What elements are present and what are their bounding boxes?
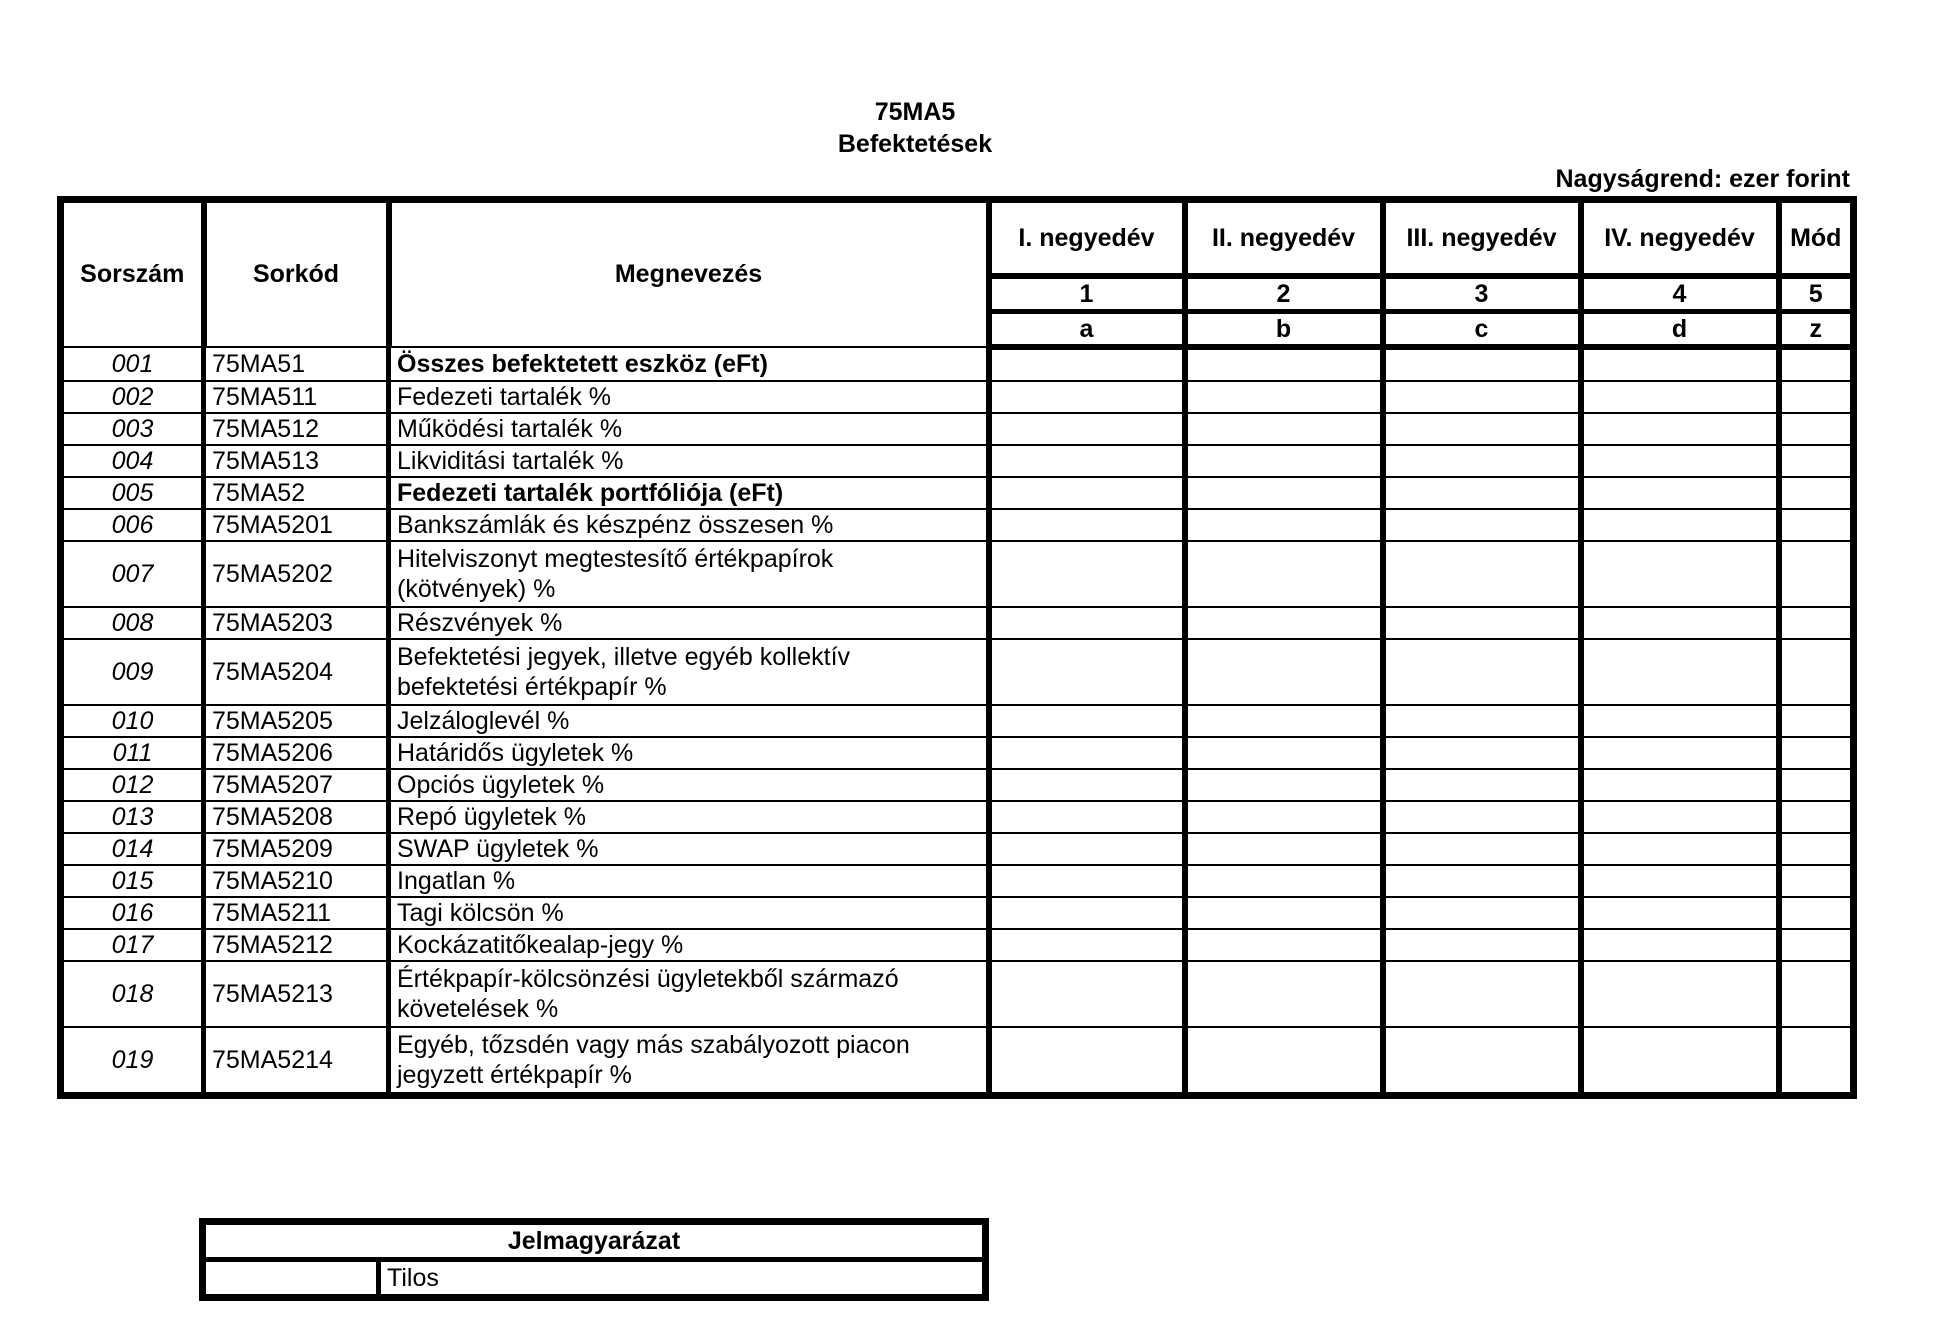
- value-cell-col-5[interactable]: [1779, 737, 1854, 769]
- value-cell-col-4[interactable]: [1581, 607, 1779, 639]
- row-sorszam: 007: [61, 541, 204, 607]
- value-cell-col-2[interactable]: [1185, 639, 1383, 705]
- value-cell-col-4[interactable]: [1581, 833, 1779, 865]
- value-cell-col-4[interactable]: [1581, 509, 1779, 541]
- row-megnevezes-line: jegyzett értékpapír %: [397, 1061, 632, 1089]
- row-sorkod: 75MA5203: [204, 607, 389, 639]
- header-letter-4: d: [1581, 312, 1779, 348]
- row-megnevezes-line: követelések %: [397, 995, 559, 1023]
- value-cell-col-1[interactable]: [989, 413, 1185, 445]
- value-cell-col-4[interactable]: [1581, 347, 1779, 381]
- value-cell-col-2[interactable]: [1185, 381, 1383, 413]
- row-megnevezes: Bankszámlák és készpénz összesen %: [389, 509, 989, 541]
- header-num-5: 5: [1779, 276, 1854, 312]
- value-cell-col-3[interactable]: [1383, 347, 1581, 381]
- value-cell-col-2[interactable]: [1185, 347, 1383, 381]
- row-sorszam: 017: [61, 929, 204, 961]
- value-cell-col-5[interactable]: [1779, 769, 1854, 801]
- value-cell-col-3[interactable]: [1383, 929, 1581, 961]
- row-megnevezes: SWAP ügyletek %: [389, 833, 989, 865]
- value-cell-col-2[interactable]: [1185, 705, 1383, 737]
- row-sorszam: 006: [61, 509, 204, 541]
- value-cell-col-4[interactable]: [1581, 897, 1779, 929]
- value-cell-col-2[interactable]: [1185, 769, 1383, 801]
- value-cell-col-2[interactable]: [1185, 801, 1383, 833]
- row-megnevezes: [389, 639, 989, 705]
- value-cell-col-5[interactable]: [1779, 705, 1854, 737]
- value-cell-col-5[interactable]: [1779, 413, 1854, 445]
- header-num-2: 2: [1185, 276, 1383, 312]
- legend-title: Jelmagyarázat: [203, 1222, 986, 1260]
- value-cell-col-5[interactable]: [1779, 1027, 1854, 1096]
- row-megnevezes: Összes befektetett eszköz (eFt): [389, 347, 989, 381]
- row-sorkod: 75MA5214: [204, 1027, 389, 1096]
- row-sorkod: 75MA511: [204, 381, 389, 413]
- value-cell-col-5[interactable]: [1779, 833, 1854, 865]
- row-megnevezes-line: Értékpapír-kölcsönzési ügyletekből származó: [397, 965, 899, 993]
- row-sorszam: 002: [61, 381, 204, 413]
- value-cell-col-2[interactable]: [1185, 477, 1383, 509]
- header-megnevezes: Megnevezés: [389, 200, 989, 348]
- table-row: [61, 897, 1854, 929]
- value-cell-col-3[interactable]: [1383, 413, 1581, 445]
- row-sorszam: 019: [61, 1027, 204, 1096]
- row-sorszam: 011: [61, 737, 204, 769]
- row-megnevezes: Ingatlan %: [389, 865, 989, 897]
- value-cell-col-3[interactable]: [1383, 509, 1581, 541]
- value-cell-col-3[interactable]: [1383, 801, 1581, 833]
- value-cell-col-4[interactable]: [1581, 477, 1779, 509]
- row-sorkod: 75MA5205: [204, 705, 389, 737]
- row-sorkod: 75MA512: [204, 413, 389, 445]
- value-cell-col-2[interactable]: [1185, 607, 1383, 639]
- legend-item-label: Tilos: [379, 1260, 986, 1298]
- value-cell-col-3[interactable]: [1383, 737, 1581, 769]
- row-sorszam: 009: [61, 639, 204, 705]
- row-megnevezes-line: (kötvények) %: [397, 575, 556, 603]
- table-row: [61, 769, 1854, 801]
- value-cell-col-4[interactable]: [1581, 413, 1779, 445]
- header-letter-2: b: [1185, 312, 1383, 348]
- row-megnevezes: Repó ügyletek %: [389, 801, 989, 833]
- table-row: [61, 929, 1854, 961]
- value-cell-col-4[interactable]: [1581, 445, 1779, 477]
- value-cell-col-1[interactable]: [989, 509, 1185, 541]
- row-sorkod: 75MA5213: [204, 961, 389, 1027]
- row-sorszam: 012: [61, 769, 204, 801]
- row-sorkod: 75MA5210: [204, 865, 389, 897]
- value-cell-col-1[interactable]: [989, 381, 1185, 413]
- row-sorkod: 75MA51: [204, 347, 389, 381]
- unit-label: Nagyságrend: ezer forint: [1555, 165, 1850, 193]
- row-sorkod: 75MA5206: [204, 737, 389, 769]
- value-cell-col-2[interactable]: [1185, 833, 1383, 865]
- header-col-1: I. negyedév: [989, 200, 1185, 277]
- value-cell-col-2[interactable]: [1185, 897, 1383, 929]
- value-cell-col-5[interactable]: [1779, 477, 1854, 509]
- row-sorkod: 75MA5208: [204, 801, 389, 833]
- value-cell-col-3[interactable]: [1383, 445, 1581, 477]
- row-sorszam: 003: [61, 413, 204, 445]
- row-megnevezes: Tagi kölcsön %: [389, 897, 989, 929]
- row-megnevezes-line: Hitelviszonyt megtestesítő értékpapírok: [397, 545, 834, 573]
- table-row: [61, 607, 1854, 639]
- row-megnevezes: Kockázatitőkealap-jegy %: [389, 929, 989, 961]
- value-cell-col-2[interactable]: [1185, 737, 1383, 769]
- row-megnevezes: Opciós ügyletek %: [389, 769, 989, 801]
- row-megnevezes: Működési tartalék %: [389, 413, 989, 445]
- report-name: Befektetések: [837, 130, 993, 158]
- value-cell-col-3[interactable]: [1383, 705, 1581, 737]
- row-megnevezes: Határidős ügyletek %: [389, 737, 989, 769]
- row-sorszam: 008: [61, 607, 204, 639]
- table-row: [61, 381, 1854, 413]
- row-sorszam: 005: [61, 477, 204, 509]
- value-cell-col-2[interactable]: [1185, 541, 1383, 607]
- value-cell-col-1[interactable]: [989, 477, 1185, 509]
- value-cell-col-5[interactable]: [1779, 509, 1854, 541]
- value-cell-col-2[interactable]: [1185, 961, 1383, 1027]
- value-cell-col-1[interactable]: [989, 769, 1185, 801]
- value-cell-col-5[interactable]: [1779, 445, 1854, 477]
- header-col-5: Mód: [1779, 200, 1854, 277]
- header-letter-5: z: [1779, 312, 1854, 348]
- row-sorszam: 016: [61, 897, 204, 929]
- value-cell-col-3[interactable]: [1383, 961, 1581, 1027]
- value-cell-col-2[interactable]: [1185, 509, 1383, 541]
- row-megnevezes: [389, 961, 989, 1027]
- row-megnevezes: Fedezeti tartalék %: [389, 381, 989, 413]
- row-sorkod: 75MA513: [204, 445, 389, 477]
- row-megnevezes: [389, 1027, 989, 1096]
- row-sorszam: 001: [61, 347, 204, 381]
- value-cell-col-2[interactable]: [1185, 413, 1383, 445]
- value-cell-col-1[interactable]: [989, 737, 1185, 769]
- table-row: [61, 509, 1854, 541]
- value-cell-col-2[interactable]: [1185, 929, 1383, 961]
- value-cell-col-5[interactable]: [1779, 961, 1854, 1027]
- value-cell-col-4[interactable]: [1581, 705, 1779, 737]
- table-row: [61, 833, 1854, 865]
- value-cell-col-3[interactable]: [1383, 541, 1581, 607]
- value-cell-col-2[interactable]: [1185, 1027, 1383, 1096]
- value-cell-col-3[interactable]: [1383, 769, 1581, 801]
- value-cell-col-4[interactable]: [1581, 769, 1779, 801]
- value-cell-col-2[interactable]: [1185, 445, 1383, 477]
- value-cell-col-2[interactable]: [1185, 865, 1383, 897]
- table-row: [61, 413, 1854, 445]
- value-cell-col-1[interactable]: [989, 1027, 1185, 1096]
- value-cell-col-4[interactable]: [1581, 381, 1779, 413]
- row-sorszam: 013: [61, 801, 204, 833]
- value-cell-col-3[interactable]: [1383, 607, 1581, 639]
- value-cell-col-1[interactable]: [989, 801, 1185, 833]
- value-cell-col-5[interactable]: [1779, 607, 1854, 639]
- value-cell-col-1[interactable]: [989, 865, 1185, 897]
- row-megnevezes: Részvények %: [389, 607, 989, 639]
- table-body: [61, 347, 1854, 1096]
- table-row: [61, 541, 1854, 607]
- row-sorszam: 015: [61, 865, 204, 897]
- row-sorkod: 75MA5204: [204, 639, 389, 705]
- header-num-1: 1: [989, 276, 1185, 312]
- investments-table: [57, 196, 1857, 1099]
- value-cell-col-4[interactable]: [1581, 961, 1779, 1027]
- header-col-2: II. negyedév: [1185, 200, 1383, 277]
- value-cell-col-1[interactable]: [989, 445, 1185, 477]
- value-cell-col-1[interactable]: [989, 607, 1185, 639]
- table-row: [61, 961, 1854, 1027]
- row-megnevezes: Fedezeti tartalék portfóliója (eFt): [389, 477, 989, 509]
- row-megnevezes-line: Egyéb, tőzsdén vagy más szabályozott piacon: [397, 1031, 910, 1059]
- row-sorkod: 75MA5211: [204, 897, 389, 929]
- header-sorkod: Sorkód: [204, 200, 389, 348]
- row-sorszam: 014: [61, 833, 204, 865]
- page-title-block: [0, 96, 1830, 160]
- table-row: [61, 477, 1854, 509]
- value-cell-col-3[interactable]: [1383, 639, 1581, 705]
- value-cell-col-1[interactable]: [989, 705, 1185, 737]
- header-sorszam: Sorszám: [61, 200, 204, 348]
- value-cell-col-3[interactable]: [1383, 1027, 1581, 1096]
- row-megnevezes-line: befektetési értékpapír %: [397, 673, 667, 701]
- value-cell-col-5[interactable]: [1779, 801, 1854, 833]
- legend-table: [199, 1218, 989, 1301]
- header-col-3: III. negyedév: [1383, 200, 1581, 277]
- value-cell-col-1[interactable]: [989, 347, 1185, 381]
- value-cell-col-1[interactable]: [989, 541, 1185, 607]
- row-sorszam: 010: [61, 705, 204, 737]
- header-letter-3: c: [1383, 312, 1581, 348]
- header-col-4: IV. negyedév: [1581, 200, 1779, 277]
- row-sorkod: 75MA5201: [204, 509, 389, 541]
- table-row: [61, 1027, 1854, 1096]
- value-cell-col-4[interactable]: [1581, 801, 1779, 833]
- value-cell-col-3[interactable]: [1383, 897, 1581, 929]
- value-cell-col-5[interactable]: [1779, 639, 1854, 705]
- value-cell-col-1[interactable]: [989, 929, 1185, 961]
- row-sorszam: 018: [61, 961, 204, 1027]
- table-row: [61, 639, 1854, 705]
- row-sorszam: 004: [61, 445, 204, 477]
- value-cell-col-4[interactable]: [1581, 929, 1779, 961]
- value-cell-col-5[interactable]: [1779, 897, 1854, 929]
- value-cell-col-5[interactable]: [1779, 865, 1854, 897]
- row-sorkod: 75MA5209: [204, 833, 389, 865]
- table-row: [61, 737, 1854, 769]
- value-cell-col-1[interactable]: [989, 639, 1185, 705]
- value-cell-col-1[interactable]: [989, 833, 1185, 865]
- row-sorkod: 75MA52: [204, 477, 389, 509]
- value-cell-col-3[interactable]: [1383, 477, 1581, 509]
- value-cell-col-4[interactable]: [1581, 639, 1779, 705]
- row-megnevezes: Likviditási tartalék %: [389, 445, 989, 477]
- value-cell-col-5[interactable]: [1779, 347, 1854, 381]
- table-row: [61, 347, 1854, 381]
- value-cell-col-3[interactable]: [1383, 381, 1581, 413]
- table-row: [61, 445, 1854, 477]
- table-row: [61, 801, 1854, 833]
- value-cell-col-4[interactable]: [1581, 541, 1779, 607]
- row-sorkod: 75MA5212: [204, 929, 389, 961]
- value-cell-col-1[interactable]: [989, 961, 1185, 1027]
- row-megnevezes: [389, 541, 989, 607]
- value-cell-col-1[interactable]: [989, 897, 1185, 929]
- table-row: [61, 705, 1854, 737]
- value-cell-col-5[interactable]: [1779, 929, 1854, 961]
- table-row: [61, 865, 1854, 897]
- value-cell-col-5[interactable]: [1779, 541, 1854, 607]
- row-megnevezes: Jelzáloglevél %: [389, 705, 989, 737]
- header-letter-1: a: [989, 312, 1185, 348]
- value-cell-col-3[interactable]: [1383, 865, 1581, 897]
- legend-swatch: [203, 1260, 379, 1298]
- value-cell-col-4[interactable]: [1581, 1027, 1779, 1096]
- row-sorkod: 75MA5207: [204, 769, 389, 801]
- header-num-3: 3: [1383, 276, 1581, 312]
- header-num-4: 4: [1581, 276, 1779, 312]
- row-sorkod: 75MA5202: [204, 541, 389, 607]
- report-code: 75MA5: [874, 98, 956, 126]
- value-cell-col-3[interactable]: [1383, 833, 1581, 865]
- value-cell-col-5[interactable]: [1779, 381, 1854, 413]
- value-cell-col-4[interactable]: [1581, 737, 1779, 769]
- value-cell-col-4[interactable]: [1581, 865, 1779, 897]
- row-megnevezes-line: Befektetési jegyek, illetve egyéb kollektív: [397, 643, 851, 671]
